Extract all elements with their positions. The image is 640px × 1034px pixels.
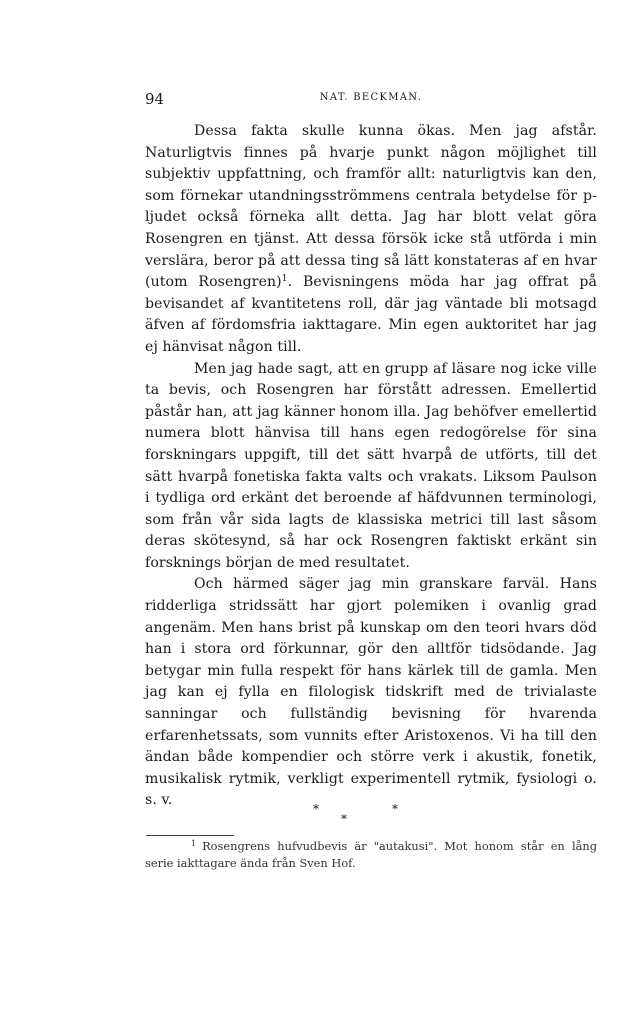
footnote-divider bbox=[146, 835, 234, 836]
footnote-reference[interactable]: 1 bbox=[281, 274, 288, 285]
running-head: NAT. BECKMAN. bbox=[319, 92, 423, 103]
section-separator bbox=[145, 802, 597, 832]
page-header bbox=[145, 90, 597, 110]
paragraph-1 bbox=[145, 121, 597, 359]
footnote bbox=[145, 838, 597, 872]
separator-star-icon: * bbox=[313, 802, 319, 816]
footnote-text: Rosengrens hufvudbevis är "autakusi". Mot honom står en lång serie iakttagare ända från Sven Hof. bbox=[145, 839, 597, 870]
paragraph-2: Men jag hade sagt, att en grupp af läsare nog icke ville ta bevis, och Rosengren har förstått adressen. Emellertid påstår han, att jag känner honom illa. Jag behöfver emellertid numera blott hänvisa till hans egen redogörelse för sina forskningars uppgift, till det sätt hvarpå de utförts, till det sätt hvarpå fonetiska fakta valts och vrakats. Liksom Paulson i tydliga ord erkänt det beroende af häfdvunnen terminologi, som från vår sida lagts de klassiska metrici till last såsom deras skötesynd, så har ock Rosengren faktiskt erkänt sin forsknings början de med resultatet. bbox=[145, 360, 597, 571]
body-text bbox=[145, 121, 597, 812]
separator-star-icon: * bbox=[341, 812, 347, 826]
paragraph-1-text-b: . Bevisningens möda har jag offrat på bevisandet af kvantitetens roll, där jag väntade bli motsagd äfven af fördomsfria iakttagare. Min egen auktoritet har jag ej hänvisat någon till. bbox=[145, 274, 598, 355]
page-number: 94 bbox=[145, 90, 165, 108]
paragraph-3: Och härmed säger jag min granskare farväl. Hans ridderliga stridssätt har gjort polemiken i ovanlig grad angenäm. Men hans brist på kunskap om den teori hvars död han i stora ord förkunnar, gör den alltför tidsödande. Jag betygar min fulla respekt för hans kärlek till de gamla. Men jag kan ej fylla en filologisk tidskrift med de trivialaste sanningar och fullständig bevisning för hvarenda erfarenhetssats, som vunnits efter Aristoxenos. Vi ha till den ändan både kompendier och större verk i akustik, fonetik, musikalisk rytmik, verkligt experimentell rytmik, fysiologi o. s. v. bbox=[145, 576, 597, 809]
separator-star-icon: * bbox=[392, 802, 398, 816]
footnote-mark: 1 bbox=[191, 839, 197, 848]
paragraph-1-text-a: Dessa fakta skulle kunna ökas. Men jag afstår. Naturligtvis finnes på hvarje punkt någon möjlighet till subjektiv uppfattning, och framför allt: naturligtvis kan den, som förnekar utandningsströmmens centrala betydelse för p-ljudet också förneka allt detta. Jag har blott velat göra Rosengren en tjänst. Att dessa försök icke stå utförda i min verslära, beror på att dessa ting så lätt konstateras af en hvar (utom Rosengren) bbox=[145, 123, 597, 291]
